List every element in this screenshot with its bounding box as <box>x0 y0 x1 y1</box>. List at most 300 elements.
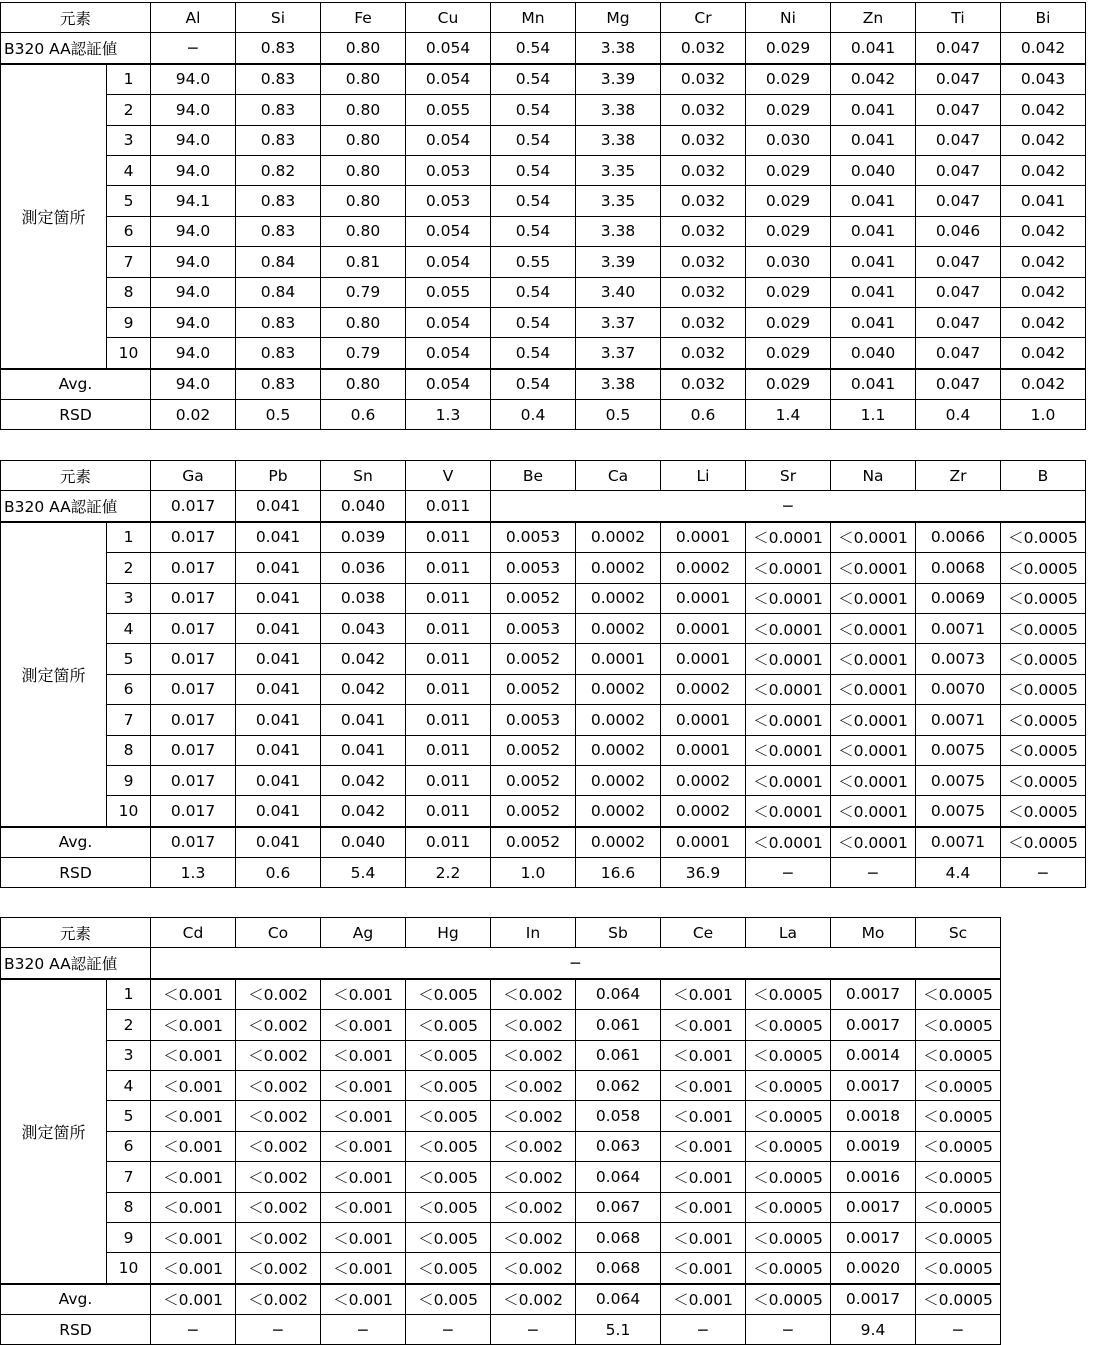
average-value-cell: 0.040 <box>321 827 406 858</box>
measurement-value-cell: 0.0001 <box>661 583 746 613</box>
measurement-value-cell: 0.54 <box>491 277 576 307</box>
rsd-row <box>1 858 1086 888</box>
element-column-header: Si <box>236 3 321 33</box>
measurement-value-cell: 0.54 <box>491 125 576 155</box>
rsd-value-cell: 1.0 <box>491 858 576 888</box>
measurement-value-cell: 0.80 <box>321 95 406 125</box>
measurement-value-cell: 0.042 <box>1001 338 1086 369</box>
measurement-value-cell: 0.046 <box>916 216 1001 246</box>
average-value-cell: 0.041 <box>236 827 321 858</box>
measurement-value-cell: 0.029 <box>746 155 831 185</box>
element-column-header: Sn <box>321 461 406 491</box>
measurement-index: 4 <box>107 613 151 643</box>
measurement-value-cell: ＜0.0001 <box>831 613 916 643</box>
measurement-value-cell: 0.047 <box>916 64 1001 95</box>
measurement-value-cell: 0.064 <box>576 979 661 1010</box>
measurement-value-cell: ＜0.002 <box>236 1101 321 1131</box>
measurement-value-cell: ＜0.002 <box>236 1253 321 1284</box>
measurement-value-cell: ＜0.001 <box>661 1070 746 1100</box>
measurement-value-cell: 0.0001 <box>661 522 746 553</box>
measurement-value-cell: ＜0.0005 <box>916 1070 1001 1100</box>
measurement-value-cell: 0.062 <box>576 1070 661 1100</box>
measurement-value-cell: ＜0.0001 <box>831 644 916 674</box>
element-column-header: Li <box>661 461 746 491</box>
measurement-value-cell: 0.068 <box>576 1222 661 1252</box>
measurement-value-cell: 0.0053 <box>491 613 576 643</box>
measurement-value-cell: 0.011 <box>406 705 491 735</box>
measurement-value-cell: 0.0001 <box>661 705 746 735</box>
measurement-value-cell: 0.0075 <box>916 796 1001 827</box>
measurement-value-cell: 0.017 <box>151 613 236 643</box>
measurement-value-cell: 0.032 <box>661 95 746 125</box>
measurement-value-cell: 0.041 <box>236 674 321 704</box>
measurement-value-cell: 0.041 <box>236 735 321 765</box>
measurement-value-cell: ＜0.0001 <box>831 765 916 795</box>
measurement-value-cell: 0.017 <box>151 553 236 583</box>
measurement-value-cell: 3.38 <box>576 95 661 125</box>
measurement-value-cell: ＜0.0001 <box>746 674 831 704</box>
rsd-value-cell: 0.5 <box>576 400 661 430</box>
measurement-value-cell: 0.55 <box>491 247 576 277</box>
measurement-value-cell: 0.0002 <box>576 765 661 795</box>
measurement-row <box>1 1162 1001 1192</box>
measurement-value-cell: 0.83 <box>236 95 321 125</box>
measurement-index: 10 <box>107 338 151 369</box>
rsd-label: RSD <box>1 858 151 888</box>
measurement-value-cell: 0.038 <box>321 583 406 613</box>
measurement-value-cell: 0.0075 <box>916 735 1001 765</box>
measurement-value-cell: ＜0.0005 <box>746 1040 831 1070</box>
measurement-value-cell: ＜0.001 <box>321 1131 406 1161</box>
certified-value-row <box>1 948 1001 979</box>
measurement-value-cell: 0.039 <box>321 522 406 553</box>
measurement-value-cell: 0.054 <box>406 125 491 155</box>
measurement-value-cell: 0.041 <box>236 644 321 674</box>
measurement-value-cell: ＜0.0001 <box>746 583 831 613</box>
measurement-row <box>1 765 1086 795</box>
measurement-value-cell: ＜0.002 <box>236 1222 321 1252</box>
measurement-value-cell: ＜0.0005 <box>916 1131 1001 1161</box>
measurement-value-cell: 0.029 <box>746 64 831 95</box>
measurement-value-cell: ＜0.0001 <box>831 522 916 553</box>
measurement-index: 10 <box>107 796 151 827</box>
measurement-value-cell: 0.041 <box>236 583 321 613</box>
measurement-value-cell: ＜0.0005 <box>1001 553 1086 583</box>
measurement-row <box>1 1222 1001 1252</box>
rsd-label: RSD <box>1 1315 151 1345</box>
certified-value-cell: 0.011 <box>406 491 491 522</box>
measurement-value-cell: 0.032 <box>661 307 746 337</box>
measurement-value-cell: 0.011 <box>406 735 491 765</box>
measurement-index: 8 <box>107 277 151 307</box>
measurement-row <box>1 247 1086 277</box>
element-column-header: Al <box>151 3 236 33</box>
measurement-value-cell: 0.80 <box>321 216 406 246</box>
measurement-value-cell: ＜0.005 <box>406 1162 491 1192</box>
measurement-value-cell: ＜0.0005 <box>1001 583 1086 613</box>
rsd-value-cell: 0.02 <box>151 400 236 430</box>
measurement-value-cell: 0.0002 <box>576 583 661 613</box>
measurement-value-cell: ＜0.0005 <box>1001 735 1086 765</box>
measurement-value-cell: 3.39 <box>576 247 661 277</box>
measurement-value-cell: 0.042 <box>831 64 916 95</box>
rsd-value-cell: 0.4 <box>491 400 576 430</box>
measurement-value-cell: 0.0020 <box>831 1253 916 1284</box>
element-column-header: Pb <box>236 461 321 491</box>
average-value-cell: ＜0.005 <box>406 1284 491 1315</box>
measurement-value-cell: 0.0019 <box>831 1131 916 1161</box>
rsd-value-cell: 1.4 <box>746 400 831 430</box>
measurement-value-cell: 0.54 <box>491 64 576 95</box>
measurement-value-cell: 94.0 <box>151 216 236 246</box>
measurement-value-cell: 0.011 <box>406 765 491 795</box>
measurement-value-cell: ＜0.0001 <box>831 735 916 765</box>
certified-value-cell: 0.83 <box>236 33 321 64</box>
measurement-value-cell: 94.0 <box>151 307 236 337</box>
measurement-value-cell: ＜0.001 <box>661 1253 746 1284</box>
measurement-value-cell: 0.0001 <box>661 735 746 765</box>
average-value-cell: 0.011 <box>406 827 491 858</box>
average-value-cell: ＜0.001 <box>151 1284 236 1315</box>
measurement-value-cell: ＜0.001 <box>151 979 236 1010</box>
measurement-index: 7 <box>107 247 151 277</box>
measurement-value-cell: 0.042 <box>1001 277 1086 307</box>
measurement-value-cell: 0.055 <box>406 277 491 307</box>
measurement-row <box>1 1192 1001 1222</box>
measurement-row <box>1 735 1086 765</box>
measurement-value-cell: 0.83 <box>236 216 321 246</box>
measurement-value-cell: 0.017 <box>151 583 236 613</box>
measurement-value-cell: 0.030 <box>746 247 831 277</box>
measurement-row <box>1 216 1086 246</box>
element-column-header: Mo <box>831 918 916 948</box>
measurement-value-cell: 94.0 <box>151 247 236 277</box>
average-value-cell: 0.042 <box>1001 369 1086 400</box>
measurement-value-cell: 0.029 <box>746 277 831 307</box>
measurement-value-cell: 0.041 <box>236 796 321 827</box>
measurement-value-cell: 0.80 <box>321 155 406 185</box>
measurement-index: 1 <box>107 522 151 553</box>
measurement-index: 4 <box>107 155 151 185</box>
measurement-index: 2 <box>107 95 151 125</box>
measurement-value-cell: 0.043 <box>321 613 406 643</box>
measurement-value-cell: 0.0017 <box>831 1222 916 1252</box>
element-table-3 <box>0 917 1001 1345</box>
measurement-value-cell: 0.068 <box>576 1253 661 1284</box>
rsd-value-cell: 2.2 <box>406 858 491 888</box>
rsd-value-cell: − <box>151 1315 236 1345</box>
rsd-value-cell: 0.4 <box>916 400 1001 430</box>
measurement-value-cell: ＜0.001 <box>151 1010 236 1040</box>
measurement-value-cell: 0.029 <box>746 95 831 125</box>
measurement-value-cell: 0.0068 <box>916 553 1001 583</box>
element-column-header: La <box>746 918 831 948</box>
element-column-header: Ti <box>916 3 1001 33</box>
certified-value-cell: − <box>151 948 1001 979</box>
measurement-value-cell: ＜0.005 <box>406 1040 491 1070</box>
measurement-value-cell: 0.0002 <box>661 765 746 795</box>
measurement-value-cell: 0.041 <box>831 186 916 216</box>
average-value-cell: 0.047 <box>916 369 1001 400</box>
rsd-value-cell: 5.4 <box>321 858 406 888</box>
element-column-header: Fe <box>321 3 406 33</box>
element-column-header: Cr <box>661 3 746 33</box>
element-table-2 <box>0 460 1086 888</box>
measurement-value-cell: ＜0.005 <box>406 1253 491 1284</box>
measurement-index: 6 <box>107 674 151 704</box>
measurement-value-cell: ＜0.001 <box>321 1253 406 1284</box>
measurement-value-cell: 0.54 <box>491 307 576 337</box>
measurement-value-cell: 0.043 <box>1001 64 1086 95</box>
measurement-value-cell: 0.029 <box>746 307 831 337</box>
average-value-cell: 0.83 <box>236 369 321 400</box>
measurement-value-cell: 0.0002 <box>576 613 661 643</box>
measurement-value-cell: 0.042 <box>1001 95 1086 125</box>
certified-value-cell: 0.017 <box>151 491 236 522</box>
measurement-value-cell: ＜0.0005 <box>916 1101 1001 1131</box>
measurement-value-cell: ＜0.0001 <box>831 674 916 704</box>
measurement-value-cell: 0.042 <box>321 644 406 674</box>
measurement-value-cell: ＜0.0005 <box>746 1131 831 1161</box>
measurement-row <box>1 338 1086 369</box>
average-value-cell: 0.0071 <box>916 827 1001 858</box>
rsd-value-cell: 0.6 <box>661 400 746 430</box>
element-column-header: In <box>491 918 576 948</box>
measurement-value-cell: 0.0017 <box>831 1070 916 1100</box>
measurement-value-cell: 0.0002 <box>576 522 661 553</box>
certified-value-row <box>1 33 1086 64</box>
measurement-row <box>1 64 1086 95</box>
measurement-value-cell: ＜0.002 <box>236 979 321 1010</box>
measurement-row <box>1 1010 1001 1040</box>
measurement-value-cell: ＜0.001 <box>151 1131 236 1161</box>
element-header-label: 元素 <box>1 461 151 491</box>
measurement-value-cell: 3.35 <box>576 186 661 216</box>
measurement-value-cell: 0.042 <box>1001 247 1086 277</box>
measurement-value-cell: 0.047 <box>916 125 1001 155</box>
measurement-value-cell: ＜0.0005 <box>916 1253 1001 1284</box>
certified-value-cell: 0.040 <box>321 491 406 522</box>
measurement-value-cell: 3.38 <box>576 125 661 155</box>
average-value-cell: ＜0.001 <box>321 1284 406 1315</box>
measurement-index: 3 <box>107 1040 151 1070</box>
average-value-cell: ＜0.0005 <box>916 1284 1001 1315</box>
measurement-row <box>1 95 1086 125</box>
rsd-value-cell: − <box>491 1315 576 1345</box>
measurement-row <box>1 522 1086 553</box>
measurement-value-cell: 0.032 <box>661 338 746 369</box>
measurement-value-cell: ＜0.002 <box>491 1131 576 1161</box>
measurement-value-cell: ＜0.0001 <box>746 735 831 765</box>
measurement-row <box>1 583 1086 613</box>
measurement-value-cell: ＜0.002 <box>491 979 576 1010</box>
measurement-value-cell: ＜0.0001 <box>746 796 831 827</box>
measurement-value-cell: 0.011 <box>406 583 491 613</box>
measurement-value-cell: ＜0.002 <box>491 1192 576 1222</box>
measurement-value-cell: 0.54 <box>491 186 576 216</box>
measurement-value-cell: 0.047 <box>916 155 1001 185</box>
measurement-value-cell: 0.041 <box>236 613 321 643</box>
measurement-index: 2 <box>107 1010 151 1040</box>
average-label: Avg. <box>1 369 151 400</box>
average-value-cell: 0.064 <box>576 1284 661 1315</box>
measurement-value-cell: 3.39 <box>576 64 661 95</box>
measurement-value-cell: 3.37 <box>576 338 661 369</box>
measurement-value-cell: 0.54 <box>491 338 576 369</box>
measurement-value-cell: 0.054 <box>406 307 491 337</box>
measurement-value-cell: ＜0.002 <box>236 1131 321 1161</box>
measurement-value-cell: 0.029 <box>746 338 831 369</box>
measurement-value-cell: 0.041 <box>321 735 406 765</box>
measurement-value-cell: ＜0.002 <box>491 1101 576 1131</box>
measurement-value-cell: 0.0052 <box>491 735 576 765</box>
measurement-value-cell: 0.0001 <box>576 644 661 674</box>
measurement-value-cell: 0.053 <box>406 155 491 185</box>
measurement-value-cell: 0.032 <box>661 247 746 277</box>
measurement-value-cell: 0.0071 <box>916 613 1001 643</box>
measurement-value-cell: 0.041 <box>1001 186 1086 216</box>
average-value-cell: 0.54 <box>491 369 576 400</box>
measurement-value-cell: 94.0 <box>151 95 236 125</box>
rsd-value-cell: − <box>916 1315 1001 1345</box>
measurement-value-cell: 0.0017 <box>831 1010 916 1040</box>
measurement-value-cell: 0.0066 <box>916 522 1001 553</box>
measurement-index: 3 <box>107 125 151 155</box>
measurement-value-cell: ＜0.001 <box>151 1162 236 1192</box>
average-value-cell: 0.032 <box>661 369 746 400</box>
measurement-value-cell: ＜0.0005 <box>1001 796 1086 827</box>
rsd-value-cell: 1.3 <box>406 400 491 430</box>
measurement-value-cell: ＜0.002 <box>491 1222 576 1252</box>
measurement-value-cell: ＜0.0001 <box>746 765 831 795</box>
measurement-value-cell: 0.011 <box>406 613 491 643</box>
measurement-value-cell: 0.061 <box>576 1040 661 1070</box>
measurement-value-cell: 3.35 <box>576 155 661 185</box>
measurement-value-cell: 0.84 <box>236 277 321 307</box>
measurement-value-cell: 0.0052 <box>491 583 576 613</box>
measurement-value-cell: ＜0.001 <box>321 1070 406 1100</box>
measurement-value-cell: 0.0002 <box>576 705 661 735</box>
measurement-value-cell: 0.029 <box>746 186 831 216</box>
average-value-cell: 0.0001 <box>661 827 746 858</box>
measurement-value-cell: 0.80 <box>321 64 406 95</box>
measurement-value-cell: 0.047 <box>916 307 1001 337</box>
average-value-cell: 0.017 <box>151 827 236 858</box>
measurement-value-cell: 0.041 <box>236 522 321 553</box>
measurement-value-cell: 0.040 <box>831 155 916 185</box>
measurement-value-cell: ＜0.001 <box>661 1131 746 1161</box>
average-value-cell: ＜0.0001 <box>831 827 916 858</box>
measurement-value-cell: ＜0.002 <box>236 1192 321 1222</box>
rsd-value-cell: 0.6 <box>321 400 406 430</box>
measurement-value-cell: 0.017 <box>151 796 236 827</box>
element-header-row <box>1 3 1086 33</box>
rsd-value-cell: 0.6 <box>236 858 321 888</box>
measurement-value-cell: 94.0 <box>151 277 236 307</box>
measurement-value-cell: 0.017 <box>151 674 236 704</box>
measurement-value-cell: 0.80 <box>321 125 406 155</box>
average-value-cell: 94.0 <box>151 369 236 400</box>
measurement-value-cell: 0.058 <box>576 1101 661 1131</box>
measurement-value-cell: ＜0.001 <box>151 1222 236 1252</box>
rsd-value-cell: 36.9 <box>661 858 746 888</box>
measurement-value-cell: 0.017 <box>151 735 236 765</box>
rsd-label: RSD <box>1 400 151 430</box>
certified-value-cell: 3.38 <box>576 33 661 64</box>
measurement-value-cell: 0.0002 <box>661 674 746 704</box>
measurement-value-cell: 0.011 <box>406 553 491 583</box>
measurement-value-cell: ＜0.0005 <box>916 1040 1001 1070</box>
measurement-value-cell: 0.040 <box>831 338 916 369</box>
measurement-value-cell: 0.041 <box>236 765 321 795</box>
measurement-row <box>1 613 1086 643</box>
element-column-header: Ni <box>746 3 831 33</box>
element-column-header: Zr <box>916 461 1001 491</box>
measurement-value-cell: 0.047 <box>916 338 1001 369</box>
measurement-value-cell: 0.029 <box>746 216 831 246</box>
measurement-value-cell: 3.37 <box>576 307 661 337</box>
certified-value-cell: 0.054 <box>406 33 491 64</box>
element-column-header: B <box>1001 461 1086 491</box>
measurement-value-cell: 0.011 <box>406 796 491 827</box>
measurement-value-cell: 0.036 <box>321 553 406 583</box>
element-column-header: Ce <box>661 918 746 948</box>
certified-value-cell: 0.029 <box>746 33 831 64</box>
measurement-value-cell: ＜0.0001 <box>831 583 916 613</box>
rsd-value-cell: − <box>321 1315 406 1345</box>
measurement-value-cell: ＜0.001 <box>321 1162 406 1192</box>
measurement-value-cell: 0.041 <box>321 705 406 735</box>
measurement-index: 7 <box>107 705 151 735</box>
measurement-row <box>1 186 1086 216</box>
measurement-value-cell: 0.0070 <box>916 674 1001 704</box>
measurement-value-cell: ＜0.001 <box>661 1010 746 1040</box>
average-value-cell: 3.38 <box>576 369 661 400</box>
measurement-value-cell: 0.011 <box>406 522 491 553</box>
measurement-value-cell: 0.064 <box>576 1162 661 1192</box>
measurement-site-label: 測定箇所 <box>1 979 107 1284</box>
average-row <box>1 827 1086 858</box>
measurement-index: 7 <box>107 1162 151 1192</box>
element-column-header: Zn <box>831 3 916 33</box>
average-value-cell: ＜0.0005 <box>1001 827 1086 858</box>
average-value-cell: 0.054 <box>406 369 491 400</box>
measurement-value-cell: ＜0.0005 <box>1001 674 1086 704</box>
measurement-value-cell: ＜0.002 <box>236 1070 321 1100</box>
measurement-row <box>1 1070 1001 1100</box>
measurement-index: 1 <box>107 979 151 1010</box>
rsd-value-cell: 5.1 <box>576 1315 661 1345</box>
measurement-value-cell: 0.0075 <box>916 765 1001 795</box>
certified-value-cell: − <box>151 33 236 64</box>
measurement-value-cell: 94.0 <box>151 64 236 95</box>
element-column-header: Be <box>491 461 576 491</box>
element-column-header: Ag <box>321 918 406 948</box>
measurement-value-cell: 0.0002 <box>576 674 661 704</box>
rsd-value-cell: − <box>831 858 916 888</box>
measurement-value-cell: 0.0018 <box>831 1101 916 1131</box>
rsd-value-cell: 4.4 <box>916 858 1001 888</box>
measurement-value-cell: 0.053 <box>406 186 491 216</box>
measurement-value-cell: 0.032 <box>661 125 746 155</box>
certified-value-cell: 0.80 <box>321 33 406 64</box>
element-table-1 <box>0 2 1086 430</box>
rsd-value-cell: 0.5 <box>236 400 321 430</box>
measurement-value-cell: 94.0 <box>151 125 236 155</box>
element-column-header: Cd <box>151 918 236 948</box>
measurement-value-cell: 0.0001 <box>661 613 746 643</box>
measurement-value-cell: ＜0.0005 <box>746 1070 831 1100</box>
